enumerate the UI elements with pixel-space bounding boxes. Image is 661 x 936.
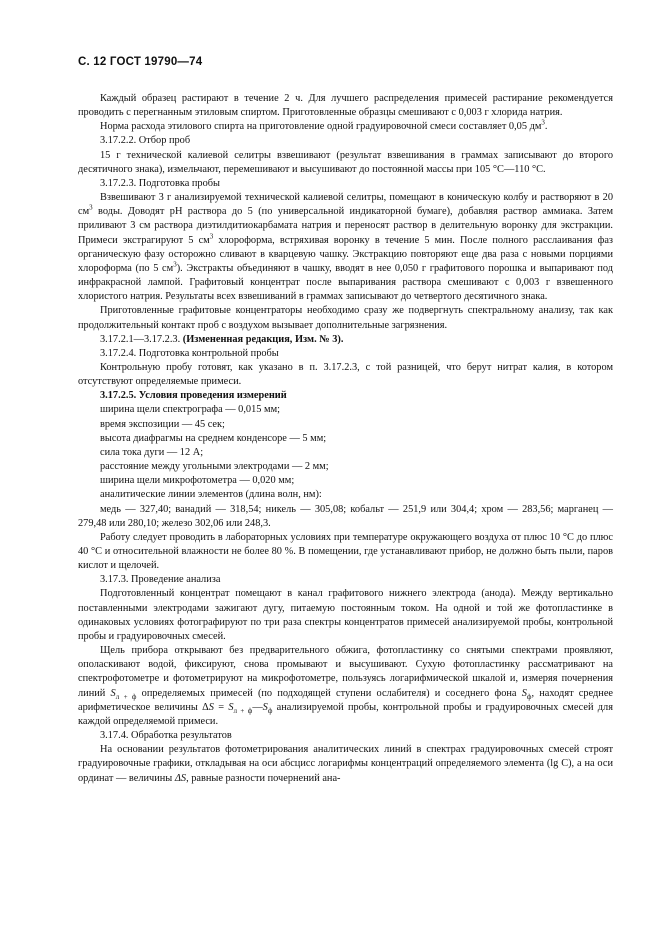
- section-heading: 3.17.2.3. Подготовка пробы: [100, 177, 220, 189]
- paragraph: 15 г технической калиевой селитры взвешивают (результат взвешивания в граммах записывают до второго десятичного знака), измельчают, перемешивают и высушивают до постоянной массы при 105 °С—110 °С.: [78, 149, 613, 175]
- document-page: [78, 56, 613, 786]
- text-run: Норма расхода этилового спирта на приготовление одной градуировочной смеси составляет 0,05 дм: [100, 121, 542, 133]
- paragraph: [78, 191, 613, 304]
- section-heading: 3.17.4. Обработка результатов: [100, 730, 232, 742]
- text-run: воды. Доводят рН раствора до 5 (по универсальной индикаторной бумаге), добавляя раствор аммиака. Затем приливают 3 см раствора диэтилдитиокарбамата натрия и переносят раствор в делительную воронку для экстракции. Примеси экстрагируют 5 см: [78, 206, 613, 246]
- list-item: расстояние между угольными электродами — 2 мм;: [100, 461, 329, 473]
- text-run: Щель прибора открывают без предварительного обжига, фотопластинку со снятыми спектрами проявляют, ополаскивают водой, фиксируют, снова промывают и высушивают. Сухую фотопластинку рассматривают на спектрофотометре и фотометрируют на микрофотометре, пользуясь логарифмической шкалой и, измеряя почернения линий: [78, 645, 613, 699]
- math-symbol: S: [208, 701, 214, 713]
- paragraph: [78, 743, 613, 785]
- section-heading: 3.17.2.2. Отбор проб: [100, 135, 191, 147]
- math-symbol: S: [521, 687, 527, 699]
- superscript: 3: [89, 203, 93, 212]
- superscript: 3: [541, 118, 545, 127]
- superscript: 3: [209, 232, 214, 241]
- text-run: хлороформа, встряхивая воронку в течение 5 мин. После полного расслаивания фаз органическую фазу осторожно сливают в кварцевую чашку. Экстракцию повторяют еще два раза с новыми порциями хлороформа (по 5 см: [78, 234, 613, 274]
- paragraph: Подготовленный концентрат помещают в канал графитового нижнего электрода (анода). Между вертикально поставленными электродами зажигают дугу, питаемую постоянным током. На одной и той же фотопластинке в одинаковых условиях фотографируют по три раза спектры концентратов примесей анализируемой пробы, контрольной пробы и градуировочных смесей.: [78, 588, 613, 642]
- paragraph: Каждый образец растирают в течение 2 ч. Для лучшего распределения примесей растирание рекомендуется проводить с перегнанным этиловым спиртом. Приготовленные образцы смешивают с 0,003 г хлорида натрия.: [78, 93, 613, 119]
- math-symbol: ΔS: [174, 772, 187, 784]
- amendment-note: (Измененная редакция, Изм. № 3).: [182, 333, 344, 345]
- paragraph: [78, 120, 613, 134]
- text-run: , находят среднее арифметическое величины: [78, 687, 614, 713]
- math-symbol: S: [110, 687, 116, 699]
- section-ref: 3.17.2.1—3.17.2.3.: [100, 333, 183, 345]
- subscript: ф: [267, 706, 273, 715]
- list-item: высота диафрагмы на среднем конденсоре — 5 мм;: [100, 432, 327, 444]
- math-symbol: —: [252, 701, 263, 713]
- list-item: время экспозиции — 45 сек;: [100, 418, 225, 430]
- paragraph: Работу следует проводить в лабораторных условиях при температуре окружающего воздуха от плюс 10 °С до плюс 40 °С и относительной влажности не более 80 %. В помещении, где устанавливают прибор, не должно быть пыли, паров кислот и щелочей.: [78, 531, 613, 572]
- paragraph: [78, 333, 613, 347]
- page-header: С. 12 ГОСТ 19790—74: [78, 56, 203, 68]
- math-symbol: S: [228, 701, 234, 713]
- subscript: л + ф: [115, 692, 137, 701]
- paragraph: Приготовленные графитовые концентраторы необходимо сразу же подвергнуть спектральному анализу, так как продолжительный контакт проб с воздухом вызывает дополнительные загрязнения.: [78, 305, 613, 331]
- list-item: аналитические линии элементов (длина волн, нм):: [100, 489, 322, 501]
- subscript: л + ф: [233, 706, 253, 715]
- math-symbol: =: [213, 701, 229, 713]
- text-run: , равные разности почернений ана-: [186, 772, 341, 784]
- list-item: медь — 327,40; ванадий — 318,54; никель — 305,08; кобальт — 251,9 или 304,4; хром — 283,56; марганец — 279,48 или 280,10; железо 302,06 или 248,3.: [78, 503, 613, 529]
- document-body: [78, 92, 613, 786]
- math-symbol: Δ: [202, 701, 209, 713]
- section-heading: 3.17.3. Проведение анализа: [100, 574, 221, 586]
- paragraph: [78, 644, 613, 729]
- list-item: ширина щели микрофотометра — 0,020 мм;: [100, 475, 295, 487]
- subscript: ф: [526, 692, 532, 701]
- text-run: .: [544, 121, 548, 133]
- math-symbol: S: [262, 701, 268, 713]
- section-heading: 3.17.2.4. Подготовка контрольной пробы: [100, 347, 279, 359]
- text-run: На основании результатов фотометрирования аналитических линий в спектрах градуировочных смесей строят градуировочные графики, откладывая на оси абсцисс логарифмы концентраций определяемого элемента (lg С), а на оси ординат — величины: [78, 744, 613, 784]
- text-run: анализируемой пробы, контрольной пробы и градуировочных смесей для каждой определяемой примеси.: [78, 701, 613, 727]
- text-run: Взвешивают 3 г анализируемой технической калиевой селитры, помещают в коническую колбу и растворяют в 20 см: [78, 192, 613, 218]
- paragraph: Контрольную пробу готовят, как указано в п. 3.17.2.3, с той разницей, что берут нитрат калия, в котором отсутствуют определяемые примеси.: [78, 361, 613, 388]
- text-run: определяемых примесей (по подходящей ступени ослабителя) и соседнего фона: [136, 687, 522, 699]
- text-run: ). Экстракты объединяют в чашку, вводят в нее 0,050 г графитового порошка и выпаривают под инфракрасной лампой. Графитовый концентрат после выпаривания раствора смешивают с 0,003 г взвешенного хлористого натрия. Результаты всех взвешиваний в граммах записывают до четвертого десятичного знака.: [78, 262, 613, 303]
- list-item: сила тока дуги — 12 А;: [100, 446, 204, 458]
- section-heading: 3.17.2.5. Условия проведения измерений: [100, 390, 287, 402]
- list-item: ширина щели спектрографа — 0,015 мм;: [100, 404, 280, 416]
- superscript: 3: [173, 260, 177, 269]
